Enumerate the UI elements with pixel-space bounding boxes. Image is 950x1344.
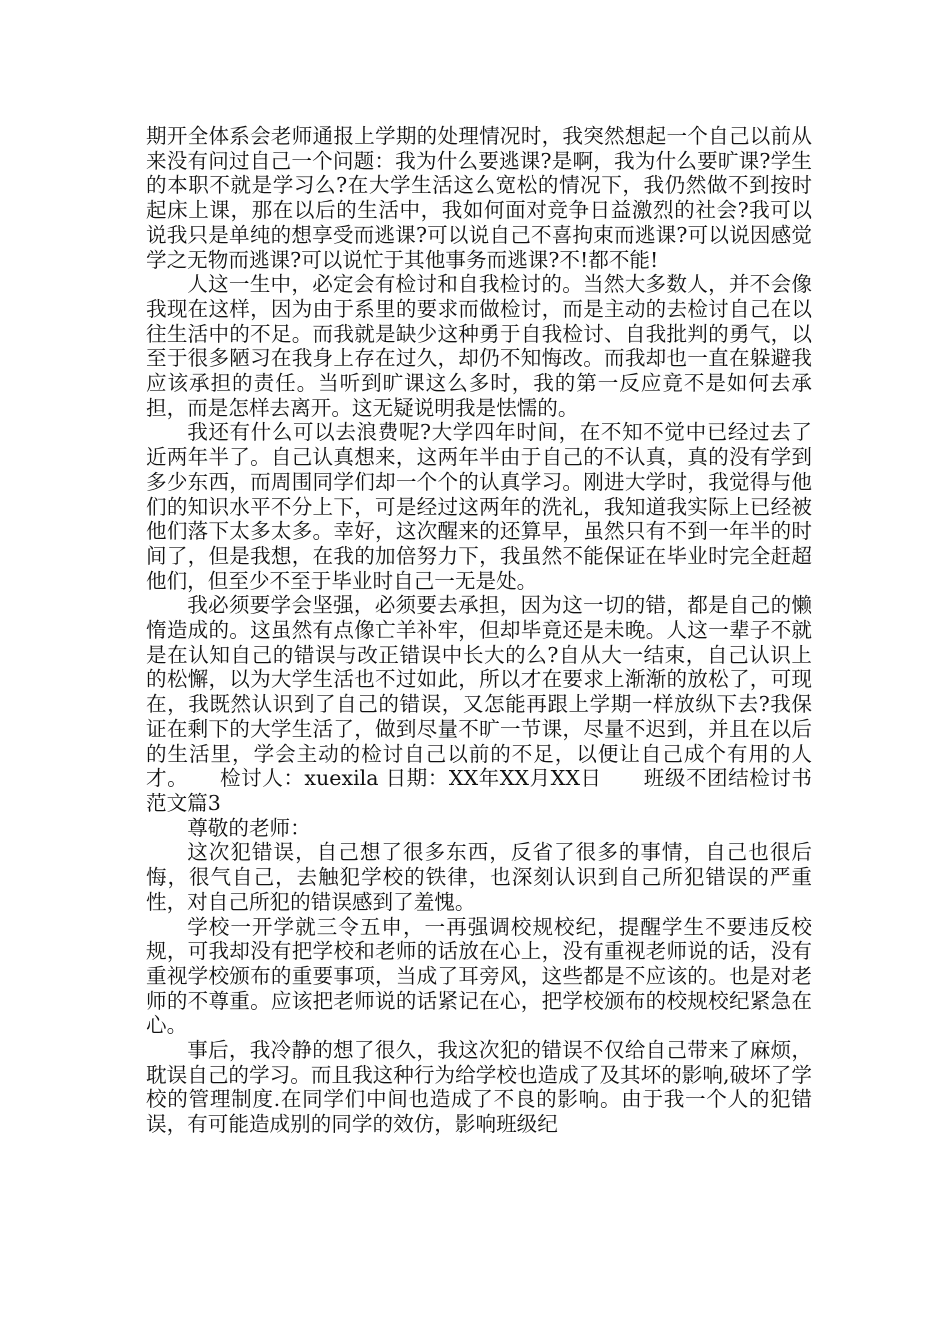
salutation: 尊敬的老师： xyxy=(187,815,311,840)
paragraph-2: 人这一生中，必定会有检讨和自我检讨的。当然大多数人，并不会像我现在这样，因为由于系里的要求而做检讨，而是主动的去检讨自己在以往生活中的不足。而我就是缺少这种勇于自我检讨、自我批判的勇气，以至于很多陋习在我身上存在过久，却仍不知悔改。而我却也一直在躲避我应该承担的责任。当听到旷课这么多时，我的第一反应竟不是如何去承担，而是怎样去离开。这无疑说明我是怯懦的。 xyxy=(146,272,812,420)
paragraph-1: 期开全体系会老师通报上学期的处理情况时，我突然想起一个自己以前从来没有问过自己一个问题：我为什么要逃课?是啊，我为什么要旷课?学生的本职不就是学习么?在大学生活这么宽松的情况下，我仍然做不到按时起床上课，那在以后的生活中，我如何面对竞争日益激烈的社会?我可以说我只是单纯的想享受而逃课?可以说自己不喜拘束而逃课?可以说因感觉学之无物而逃课?可以说忙于其他事务而逃课?不!都不能! xyxy=(146,124,812,272)
paragraph-8: 事后，我冷静的想了很久，我这次犯的错误不仅给自己带来了麻烦，耽误自己的学习。而且我这种行为给学校也造成了及其坏的影响,破坏了学校的管理制度.在同学们中间也造成了不良的影响。由于我一个人的犯错误，有可能造成别的同学的效仿，影响班级纪 xyxy=(146,1038,812,1137)
paragraph-4: 我必须要学会坚强，必须要去承担，因为这一切的错，都是自己的懒惰造成的。这虽然有点像亡羊补牢，但却毕竟还是未晚。人这一辈子不就是在认知自己的错误与改正错误中长大的么?自从大一结束，自己认识上的松懈，以为大学生活也不过如此，所以才在要求上渐渐的放松了，可现在，我既然认识到了自己的错误，又怎能再跟上学期一样放纵下去?我保证在剩下的大学生活了，做到尽量不旷一节课，尽量不迟到，并且在以后的生活里，学会主动的检讨自己以前的不足，以便让自己成个有用的人才。 检讨人：xuexila 日期：XX年XX月XX日 班级不团结检讨书范文篇3 xyxy=(146,593,812,815)
paragraph-6: 这次犯错误，自己想了很多东西，反省了很多的事情，自己也很后悔，很气自己，去触犯学校的铁律，也深刻认识到自己所犯错误的严重性，对自己所犯的错误感到了羞愧。 xyxy=(146,840,812,914)
paragraph-7: 学校一开学就三令五申，一再强调校规校纪，提醒学生不要违反校规，可我却没有把学校和老师的话放在心上，没有重视老师说的话，没有重视学校颁布的重要事项，当成了耳旁风，这些都是不应该的。也是对老师的不尊重。应该把老师说的话紧记在心，把学校颁布的校规校纪紧急在心。 xyxy=(146,914,812,1038)
paragraph-3: 我还有什么可以去浪费呢?大学四年时间，在不知不觉中已经过去了近两年半了。自己认真想来，这两年半由于自己的不认真，真的没有学到多少东西，而周围同学们却一个个的认真学习。刚进大学时，我觉得与他们的知识水平不分上下，可是经过这两年的洗礼，我知道我实际上已经被他们落下太多太多。幸好，这次醒来的还算早，虽然只有不到一年半的时间了，但是我想，在我的加倍努力下，我虽然不能保证在毕业时完全赶超他们，但至少不至于毕业时自己一无是处。 xyxy=(146,420,812,593)
document-body xyxy=(146,124,812,1137)
